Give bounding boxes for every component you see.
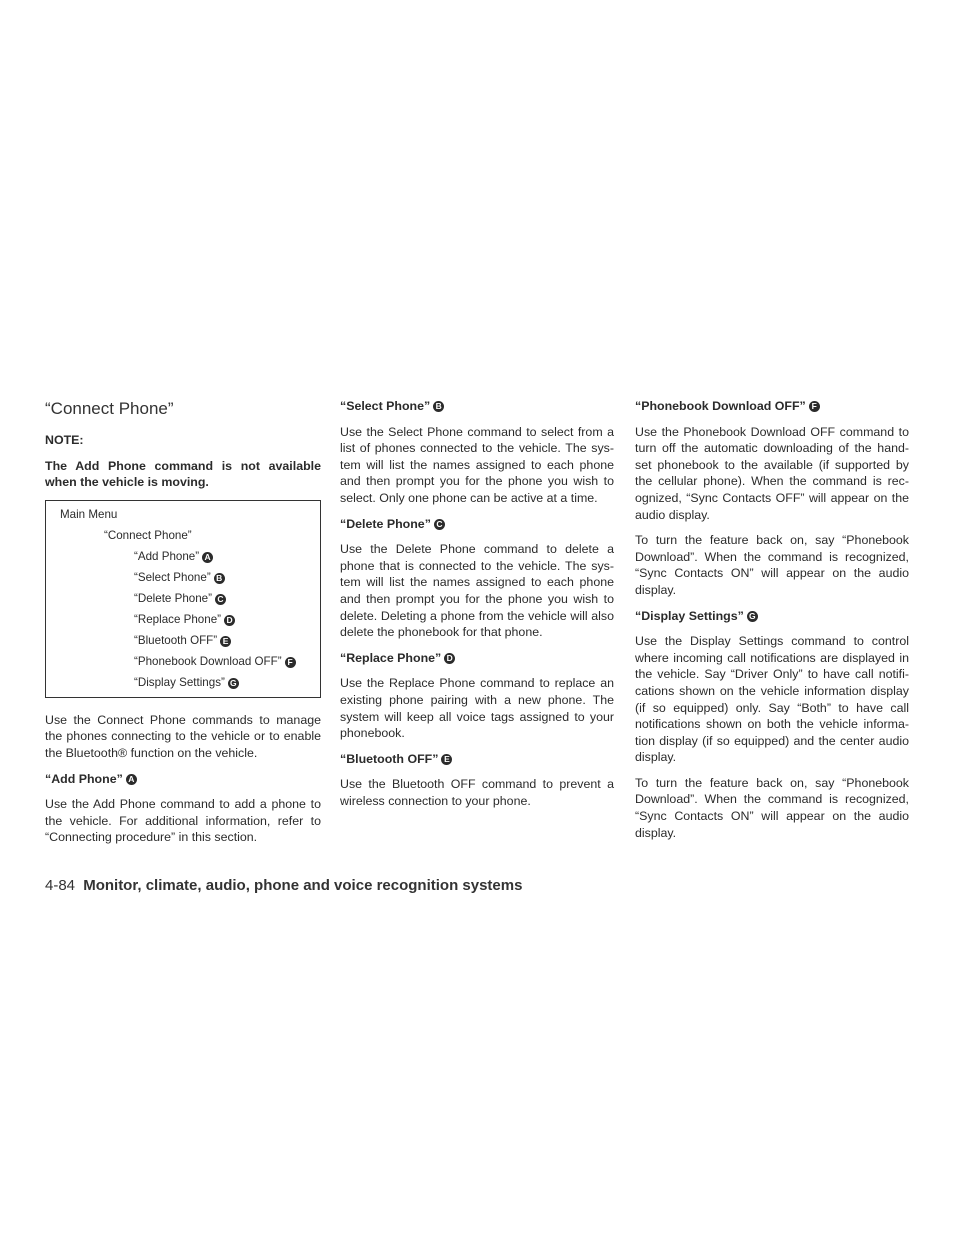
delete-phone-heading: “Delete Phone” C (340, 516, 614, 533)
menu-tree-box (45, 500, 321, 698)
badge-f-icon: F (285, 657, 296, 668)
note-label: NOTE: (45, 433, 84, 447)
phonebook-download-off-heading: “Phonebook Download OFF” F (635, 398, 909, 415)
footer-title: Monitor, climate, audio, phone and voice recognition systems (83, 877, 523, 894)
badge-f-icon: F (809, 401, 820, 412)
column-1 (45, 398, 321, 855)
column-3 (635, 398, 909, 850)
menu-item-phonebook-download-off: “Phonebook Download OFF” F (46, 654, 320, 670)
phonebook-download-on-text: To turn the feature back on, say “Phonebook Download”. When the command is recognized, “Sync Contacts ON” will appear on the audio display. (635, 533, 909, 597)
intro-paragraph: Use the Connect Phone commands to manage the phones connecting to the vehicle or to enable the Bluetooth® function on the vehicle. (45, 712, 321, 760)
replace-phone-heading: “Replace Phone” D (340, 650, 614, 667)
badge-d-icon: D (224, 615, 235, 626)
menu-root: Main Menu (60, 507, 118, 521)
menu-item-add-phone: “Add Phone” A (46, 549, 320, 565)
bluetooth-off-heading: “Bluetooth OFF” E (340, 751, 614, 768)
badge-d-icon: D (444, 653, 455, 664)
column-2 (340, 398, 614, 818)
add-phone-text: Use the Add Phone command to add a phone to the vehicle. For additional information, refer to “Connecting procedure” in this section. (45, 797, 321, 845)
badge-c-icon: C (215, 594, 226, 605)
add-phone-heading: “Add Phone” A (45, 771, 321, 788)
badge-b-icon: B (214, 573, 225, 584)
menu-sub: “Connect Phone” (104, 528, 192, 542)
phonebook-download-off-text: Use the Phonebook Download OFF command to turn off the automatic downloading of the hand- set phonebook to the available (if supported by the cellular phone). When the command is rec- ognized, “Sync Contacts OFF” will appear on the audio display. (635, 424, 909, 522)
badge-a-icon: A (126, 774, 137, 785)
badge-b-icon: B (433, 401, 444, 412)
bluetooth-off-text: Use the Bluetooth OFF command to prevent a wireless connection to your phone. (340, 777, 614, 808)
badge-e-icon: E (220, 636, 231, 647)
menu-item-delete-phone: “Delete Phone” C (46, 591, 320, 607)
badge-a-icon: A (202, 552, 213, 563)
select-phone-text: Use the Select Phone command to select from a list of phones connected to the vehicle. The sys- tem will list the names assigned to each phone and then prompt you for the phone you wish to select. Only one phone can be active at a time. (340, 424, 614, 505)
display-settings-heading: “Display Settings” G (635, 608, 909, 625)
badge-g-icon: G (747, 611, 758, 622)
menu-item-bluetooth-off: “Bluetooth OFF” E (46, 633, 320, 649)
badge-c-icon: C (434, 519, 445, 530)
replace-phone-text: Use the Replace Phone command to replace an existing phone pairing with a new phone. The system will keep all voice tags assigned to your phonebook. (340, 676, 614, 741)
display-settings-text-2: To turn the feature back on, say “Phonebook Download”. When the command is recognized, “Sync Contacts ON” will appear on the audio display. (635, 775, 909, 840)
delete-phone-text: Use the Delete Phone command to delete a phone that is connected to the vehicle. The sys- tem will list the names assigned to each phone and then prompt you for the phone you wish to delete. Deleting a phone from the vehicle will also delete the phonebook for that phone. (340, 542, 614, 640)
display-settings-text: Use the Display Settings command to control where incoming call notifications are displayed in the vehicle. Say “Driver Only” to have call notifi- cations shown on the vehicle information display (if so equipped) only. Say “Both” to have call notifications shown on both the vehicle informa- tion display (if so equipped) and the center audio display. (635, 634, 909, 765)
badge-e-icon: E (441, 754, 452, 765)
menu-item-select-phone: “Select Phone” B (46, 570, 320, 586)
section-title: “Connect Phone” (45, 399, 174, 418)
page-footer (45, 876, 522, 896)
note-text: The Add Phone command is not available when the vehicle is moving. (45, 458, 321, 490)
select-phone-heading: “Select Phone” B (340, 398, 614, 415)
badge-g-icon: G (228, 678, 239, 689)
menu-item-replace-phone: “Replace Phone” D (46, 612, 320, 628)
menu-item-display-settings: “Display Settings” G (46, 675, 320, 691)
page-number: 4-84 (45, 877, 76, 894)
